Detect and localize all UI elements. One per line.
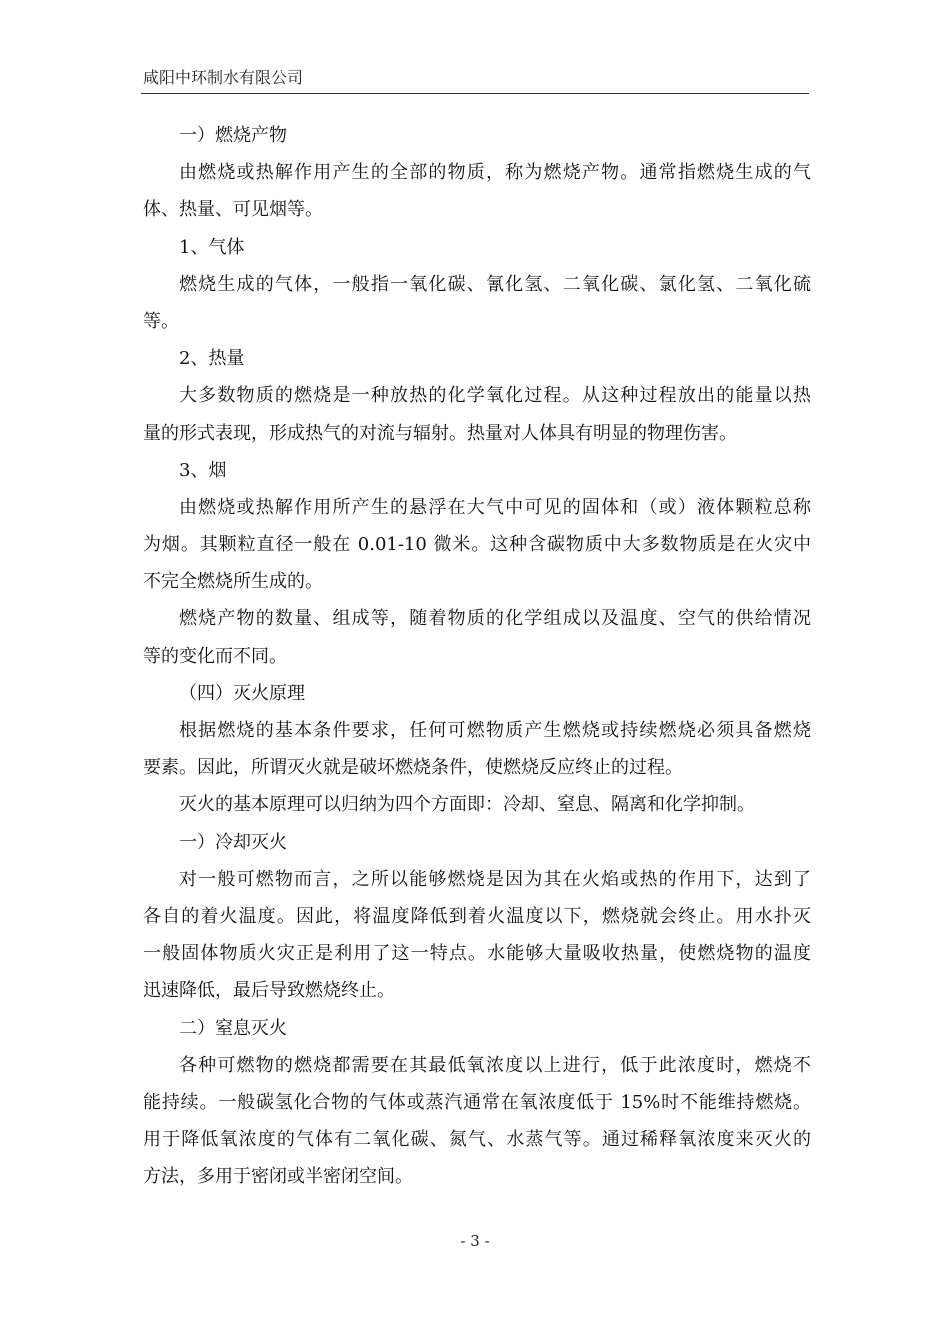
paragraph-line: 等的变化而不同。 — [143, 645, 287, 667]
paragraph-line: 由燃烧或热解作用产生的全部的物质，称为燃烧产物。通常指燃烧生成的气 — [179, 162, 811, 184]
paragraph-line: 能持续。一般碳氢化合物的气体或蒸汽通常在氧浓度低于 15%时不能维持燃烧。 — [143, 1091, 811, 1113]
paragraph-line: 各自的着火温度。因此，将温度降低到着火温度以下，燃烧就会终止。用水扑灭 — [143, 905, 811, 927]
section-heading: 二）窒息灭火 — [179, 1017, 287, 1039]
subsection-heading: 1、气体 — [179, 236, 245, 258]
paragraph-line: 量的形式表现，形成热气的对流与辐射。热量对人体具有明显的物理伤害。 — [143, 422, 737, 444]
paragraph-line: 要素。因此，所谓灭火就是破坏燃烧条件，使燃烧反应终止的过程。 — [143, 757, 683, 779]
paragraph-line: 等。 — [143, 310, 179, 332]
header-company-name: 咸阳中环制水有限公司 — [143, 68, 304, 87]
paragraph-line: 一般固体物质火灾正是利用了这一特点。水能够大量吸收热量，使燃烧物的温度 — [143, 943, 811, 965]
paragraph-line: 燃烧产物的数量、组成等，随着物质的化学组成以及温度、空气的供给情况 — [179, 608, 811, 630]
paragraph-line: 用于降低氧浓度的气体有二氧化碳、氮气、水蒸气等。通过稀释氧浓度来灭火的 — [143, 1129, 811, 1151]
document-body — [143, 117, 811, 1195]
subsection-heading: 3、烟 — [179, 459, 227, 481]
header-divider — [141, 93, 809, 94]
subsection-heading: 2、热量 — [179, 348, 245, 370]
paragraph-line: 大多数物质的燃烧是一种放热的化学氧化过程。从这种过程放出的能量以热 — [179, 385, 811, 407]
paragraph-line: 灭火的基本原理可以归纳为四个方面即：冷却、窒息、隔离和化学抑制。 — [179, 794, 755, 816]
paragraph-line: 对一般可燃物而言，之所以能够燃烧是因为其在火焰或热的作用下，达到了 — [179, 868, 811, 890]
paragraph-line: 由燃烧或热解作用所产生的悬浮在大气中可见的固体和（或）液体颗粒总称 — [179, 496, 811, 518]
paragraph-line: 迅速降低，最后导致燃烧终止。 — [143, 980, 395, 1002]
section-heading: （四）灭火原理 — [179, 682, 305, 704]
paragraph-line: 为烟。其颗粒直径一般在 0.01-10 微米。这种含碳物质中大多数物质是在火灾中 — [143, 534, 811, 556]
section-heading: 一）冷却灭火 — [179, 831, 287, 853]
page-number: - 3 - — [460, 1232, 490, 1250]
paragraph-line: 不完全燃烧所生成的。 — [143, 571, 323, 593]
paragraph-line: 方法，多用于密闭或半密闭空间。 — [143, 1166, 413, 1188]
section-heading: 一）燃烧产物 — [179, 125, 287, 146]
paragraph-line: 燃烧生成的气体，一般指一氧化碳、氰化氢、二氧化碳、氯化氢、二氧化硫 — [179, 273, 811, 295]
paragraph-line: 体、热量、可见烟等。 — [143, 199, 323, 221]
paragraph-line: 根据燃烧的基本条件要求，任何可燃物质产生燃烧或持续燃烧必须具备燃烧 — [179, 720, 811, 741]
paragraph-line: 各种可燃物的燃烧都需要在其最低氧浓度以上进行，低于此浓度时，燃烧不 — [179, 1054, 811, 1076]
